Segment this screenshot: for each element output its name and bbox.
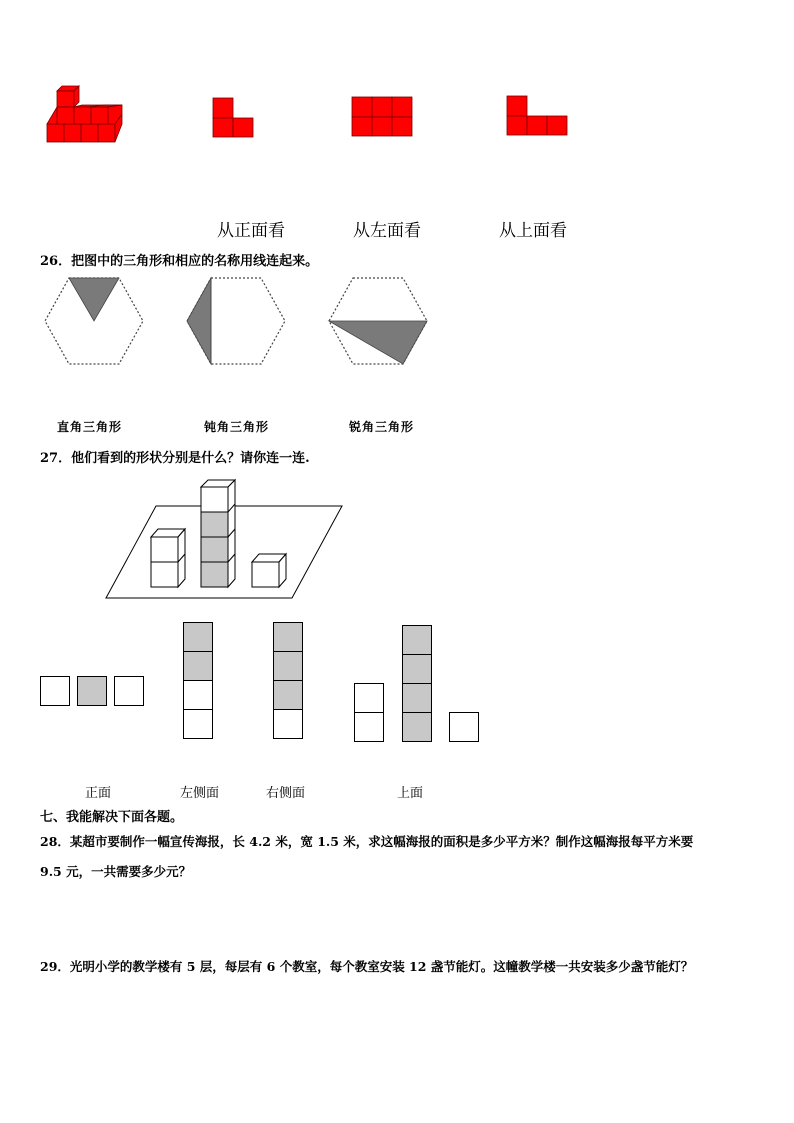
view-option-a — [40, 676, 144, 706]
hexagon-obtuse-triangle — [184, 276, 288, 366]
hexagon-right-triangle — [42, 276, 146, 366]
view-option-c — [273, 622, 303, 740]
label-right-triangle: 直角三角形 — [57, 420, 123, 434]
section-7-heading: 七、我能解决下面各题。 — [40, 810, 184, 825]
view-label-left: 从左面看 — [353, 221, 421, 241]
hexagon-acute-triangle — [326, 276, 430, 366]
view-name-top: 上面 — [397, 786, 424, 801]
view-label-top: 从上面看 — [499, 221, 567, 241]
question-28-line-2: 9.5 元，一共需要多少元？ — [40, 864, 192, 879]
view-name-front: 正面 — [85, 786, 112, 801]
view-option-b — [183, 622, 213, 740]
red-front-view — [212, 97, 256, 139]
view-name-right-side: 右侧面 — [266, 786, 306, 801]
question-26-prompt: 26．把图中的三角形和相应的名称用线连起来。 — [40, 254, 319, 269]
question-29-text: 29．光明小学的教学楼有 5 层，每层有 6 个教室，每个教室安装 12 盏节能灯。这幢教学楼一共安装多少盏节能灯？ — [40, 959, 694, 974]
red-left-view — [351, 96, 413, 138]
view-label-front: 从正面看 — [217, 221, 285, 241]
question-28-line-1: 28．某超市要制作一幅宣传海报，长 4.2 米，宽 1.5 米，求这幅海报的面积是多少平方米？制作这幅海报每平方米要 — [40, 834, 694, 849]
red-top-view — [506, 95, 568, 137]
view-name-left-side: 左侧面 — [180, 786, 220, 801]
cube-scene-on-plane — [104, 478, 346, 604]
red-cube-3d-figure — [44, 84, 126, 146]
question-27-prompt: 27．他们看到的形状分别是什么？请你连一连. — [40, 451, 310, 466]
view-option-d — [354, 624, 480, 742]
label-obtuse-triangle: 钝角三角形 — [204, 420, 270, 434]
label-acute-triangle: 锐角三角形 — [349, 420, 415, 434]
